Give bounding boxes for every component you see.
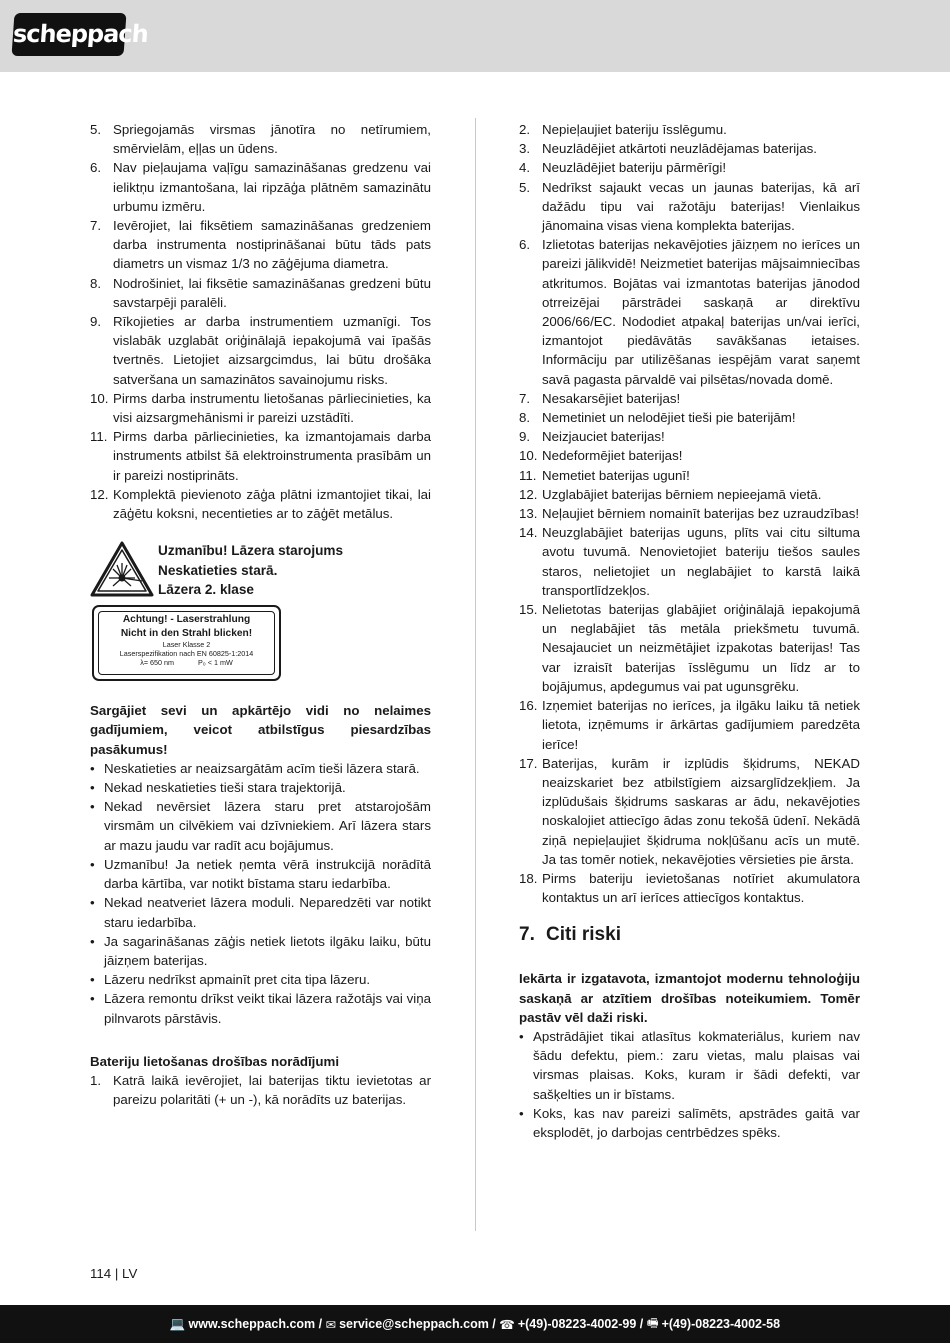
list-item: • Ja sagarināšanas zāģis netiek lietots ilgāku laiku, būtu jāizņem baterijas. — [90, 933, 431, 968]
risk-heading: Iekārta ir izgatavota, izmantojot modernu tehnoloģiju saskaņā ar atzītiem drošības noteikumiem. Tomēr pastāv vēl daži riski. — [519, 971, 860, 1025]
laser-warning-text: Uzmanību! Lāzera starojums Neskatieties starā. Lāzera 2. klase — [158, 543, 344, 598]
right-column — [519, 120, 860, 1142]
list-item: • Nekad neatveriet lāzera moduli. Neparedzēti var notikt staru iedarbība. — [90, 895, 431, 930]
list-item: 3. Neuzlādējiet atkārtoti neuzlādējamas baterijas. — [519, 141, 817, 157]
bullet-list-laser — [90, 759, 431, 1028]
battery-heading: Bateriju lietošanas drošības norādījumi — [90, 1053, 340, 1069]
list-item: 11. Nemetiet baterijas ugunī! — [519, 467, 690, 483]
list-item: 14. Neuzglabājiet baterijas uguns, plīts vai citu siltuma avotu tuvumā. Nenovietojiet bateriju tiešos saules staros, nelietojiet un neglabājiet to karstā laikā transportlīdzekļos. — [519, 525, 860, 598]
list-item: • Uzmanību! Ja netiek ņemta vērā instrukcijā norādītā darba kārtība, var notikt bīstama staru iedarbība. — [90, 856, 431, 892]
page-header — [0, 0, 950, 72]
brand-logo: scheppach — [11, 13, 126, 56]
list-item: 7. Ievērojiet, lai fiksētiem samazināšanas gredzeniem darba instrumenta nostiprināšanai būtu tāds pats diametrs un vismaz 1/3 no zāģējuma diametra. — [90, 218, 431, 272]
list-item: 9. Neizjauciet baterijas! — [519, 429, 665, 445]
page-footer: 💻 www.scheppach.com / ✉ service@scheppach.com / ☎ +(49)-08223-4002-99 / 🖷 +(49)-08223-4002-58 — [0, 1305, 950, 1343]
list-item: 10. Pirms darba instrumentu lietošanas pārliecinieties, ka visi aizsargmehānismi ir pareizi uzstādīti. — [90, 390, 431, 426]
email-link[interactable]: service@scheppach.com — [339, 1317, 489, 1331]
column-divider — [475, 118, 476, 1231]
list-item: • Nekad nevērsiet lāzera staru pret atstarojošām virsmām un cilvēkiem vai dzīvniekiem. Arī lāzera stars ar mazu jaudu var radīt acu bojājumus. — [90, 799, 431, 853]
fax-icon: 🖷 — [646, 1315, 659, 1330]
page-number: 114 | LV — [90, 1266, 138, 1281]
list-item: 1. Katrā laikā ievērojiet, lai baterijas tiktu ievietotas ar pareizu polaritāti (+ un -), kā norādīts uz baterijas. — [90, 1072, 431, 1108]
protect-heading: Sargājiet sevi un apkārtējo vidi no nelaimes gadījumiem, veicot atbilstīgus piesardzības pasākumus! — [90, 703, 431, 757]
list-item: 9. Rīkojieties ar darba instrumentiem uzmanīgi. Tos vislabāk uzglabāt oriģinālajā iepakojumā vai īpašās tvertnēs. Lietojiet aizsargcimdus, lai būtu drošāka satveršana un samazinātos savainojumu risks. — [90, 314, 431, 387]
website-link[interactable]: www.scheppach.com — [188, 1317, 316, 1331]
list-item: 12. Komplektā pievienoto zāģa plātni izmantojiet tikai, lai zāģētu koksni, necentieties ar to zāģēt metālus. — [90, 486, 431, 522]
list-item: 2. Nepieļaujiet bateriju īsslēgumu. — [519, 122, 727, 137]
list-item: 18. Pirms bateriju ievietošanas notīriet akumulatora kontaktus un arī ierīces attiecīgos kontaktus. — [519, 870, 860, 906]
laser-warning — [90, 541, 431, 701]
list-item: • Koks, kas nav pareizi salīmēts, apstrādes gaitā var eksplodēt, jo darbojas centrbēdzes spēks. — [519, 1105, 860, 1140]
list-item: 12. Uzglabājiet baterijas bērniem nepieejamā vietā. — [519, 486, 822, 502]
list-item: 6. Izlietotas baterijas nekavējoties jāizņem no ierīces un pareizi jālikvidē! Neizmetiet baterijas mājsaimniecības atkritumos. Bojātas vai izmantotas baterijas jānodod otrreizējai pārstrādei saskaņā ar direktīvu 2006/66/EC. Nododiet atpakaļ baterijas un/vai ierīci, izmantojot piedāvātās savākšanas ietaises. Informāciju par utilizēšanas iespējām varat saņemt savā pagasta pārvaldē vai pilsētas/novada domē. — [519, 237, 860, 387]
list-item: 5. Nedrīkst sajaukt vecas un jaunas baterijas, kā arī dažādu tipu vai ražotāju baterijas! Vienlaikus jānomaina visas viena komplekta baterijas. — [519, 179, 860, 234]
list-item: • Neskatieties ar neaizsargātām acīm tieši lāzera starā. — [90, 760, 420, 776]
phone-icon: ☎ — [499, 1317, 515, 1332]
list-item: 10. Nedeformējiet baterijas! — [519, 448, 683, 464]
phone-number: +(49)-08223-4002-99 — [517, 1317, 637, 1331]
computer-icon: 💻 — [169, 1316, 186, 1331]
fax-number: +(49)-08223-4002-58 — [661, 1317, 781, 1331]
list-item: 8. Nemetiniet un nelodējiet tieši pie baterijām! — [519, 410, 796, 426]
list-item: 15. Nelietotas baterijas glabājiet oriģinālajā iepakojumā un neglabājiet tās metāla priekšmetu tuvumā. Nesajauciet un neizmētājiet izpakotas baterijas! Tas var izraisīt baterijas īsslēgumu un līdz ar to bojājumus, apdegumus vai pat ugunsgrēku. — [519, 602, 860, 694]
bullet-list-risks — [519, 1027, 860, 1142]
list-item: 11. Pirms darba pārliecinieties, ka izmantojamais darba instruments atbilst šā elektroinstrumenta prasībām un ir pareizi nostiprināts. — [90, 429, 431, 483]
list-item: 6. Nav pieļaujama vaļīgu samazināšanas gredzenu vai ieliktņu izmantošana, lai ripzāģa plātnēm samazinātu urbumu izmēru. — [90, 160, 431, 214]
list-item: 8. Nodrošiniet, lai fiksētie samazināšanas gredzeni būtu savstarpēji paralēli. — [90, 275, 431, 310]
numbered-list-battery — [90, 1071, 431, 1109]
list-item: • Nekad neskatieties tieši stara trajektorijā. — [90, 780, 346, 796]
list-item: • Apstrādājiet tikai atlasītus kokmateriālus, kuriem nav šādu defektu, piem.: zaru vietas, malu plaisas vai virsmas plaisas. Koks, kuram ir šādi defekti, var sašķelties un ir bīstams. — [519, 1028, 860, 1102]
list-item: 7. Nesakarsējiet baterijas! — [519, 390, 681, 406]
numbered-list-battery-continued — [519, 120, 860, 907]
section-title: 7. Citi riski — [519, 924, 621, 946]
list-item: • Lāzeru nedrīkst apmainīt pret cita tipa lāzeru. — [90, 972, 371, 988]
left-column — [90, 120, 431, 1109]
list-item: • Lāzera remontu drīkst veikt tikai lāzera ražotājs vai viņa pilnvarots pārstāvis. — [90, 991, 431, 1026]
list-item: 13. Neļaujiet bērniem nomainīt baterijas bez uzraudzības! — [519, 506, 860, 522]
laser-class-label: Achtung! - Laserstrahlung Nicht in den Strahl blicken! Laser Klasse 2 Laserspezifikation nach EN 60825-1:2014 λ= 650 nm P₀ < 1 mW — [92, 605, 281, 681]
list-item: 5. Spriegojamās virsmas jānotīra no netīrumiem, smērvielām, eļļas un ūdens. — [90, 122, 431, 157]
list-item: 17. Baterijas, kurām ir izplūdis šķidrums, NEKAD neaizskariet bez atbilstīgiem aizsarglīdzekļiem. Ja izplūdušais šķidrums saskaras ar ādu, nekavējoties noskalojiet attiecīgo ādas zonu tekošā ūdenī. Nekādā ziņā nepieļaujiet šķidruma nokļūšanu acīs un mutē. Ja tas tomēr notiek, nekavējoties vērsieties pie ārsta. — [519, 755, 860, 867]
mail-icon: ✉ — [325, 1317, 337, 1332]
numbered-list-safety — [90, 120, 431, 523]
list-item: 4. Neuzlādējiet bateriju pārmērīgi! — [519, 160, 727, 176]
laser-warning-icon — [90, 541, 154, 597]
list-item: 16. Izņemiet baterijas no ierīces, ja ilgāku laiku tā netiek lietota, izņēmums ir ārkārtas gadījumiem paredzēta ierīce! — [519, 698, 860, 752]
